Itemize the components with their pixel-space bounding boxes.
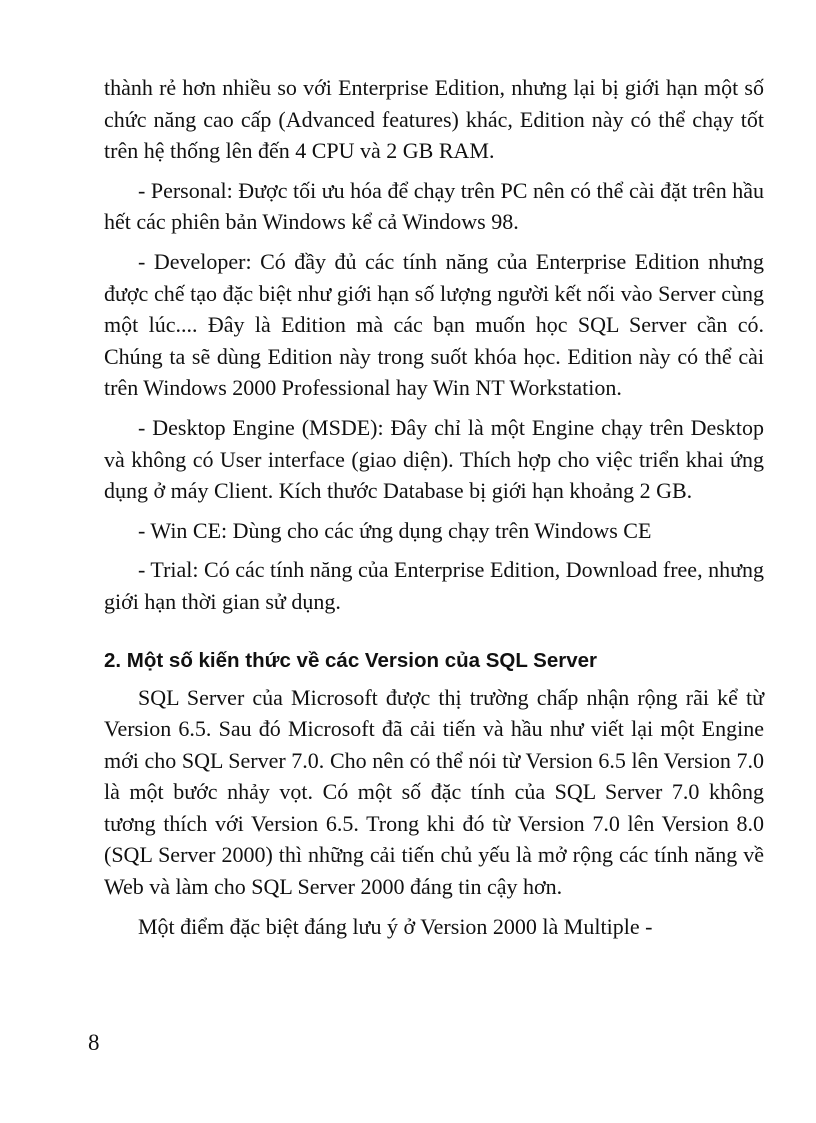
paragraph-version-history: SQL Server của Microsoft được thị trường chấp nhận rộng rãi kể từ Version 6.5. Sau đó Microsoft đã cải tiến và hầu như viết lại một Engine mới cho SQL Server 7.0. Cho nên có thể nói từ Version 6.5 lên Version 7.0 là một bước nhảy vọt. Có một số đặc tính của SQL Server 7.0 không tương thích với Version 6.5. Trong khi đó từ Version 7.0 lên Version 8.0 (SQL Server 2000) thì những cải tiến chủ yếu là mở rộng các tính năng về Web và làm cho SQL Server 2000 đáng tin cậy hơn. (104, 684, 764, 900)
paragraph-win-ce: - Win CE: Dùng cho các ứng dụng chạy trên Windows CE (138, 517, 652, 543)
paragraph-version-2000-note: Một điểm đặc biệt đáng lưu ý ở Version 2000 là Multiple - (138, 913, 653, 939)
paragraph-developer-edition: - Developer: Có đầy đủ các tính năng của Enterprise Edition nhưng được chế tạo đặc biệt như giới hạn số lượng người kết nối vào Server cùng một lúc.... Đây là Edition mà các bạn muốn học SQL Server cần có. Chúng ta sẽ dùng Edition này trong suốt khóa học. Edition này có thể cài trên Windows 2000 Professional hay Win NT Workstation. (104, 248, 764, 401)
page-body (104, 72, 764, 950)
paragraph-trial: - Trial: Có các tính năng của Enterprise Edition, Download free, nhưng giới hạn thời gian sử dụng. (104, 557, 764, 614)
paragraph-personal-edition: - Personal: Được tối ưu hóa để chạy trên PC nên có thể cài đặt trên hầu hết các phiên bản Windows kể cả Windows 98. (104, 177, 764, 235)
paragraph-desktop-engine: - Desktop Engine (MSDE): Đây chỉ là một Engine chạy trên Desktop và không có User interface (giao diện). Thích hợp cho việc triển khai ứng dụng ở máy Client. Kích thước Database bị giới hạn khoảng 2 GB. (104, 414, 764, 504)
paragraph-continuation: thành rẻ hơn nhiều so với Enterprise Edition, nhưng lại bị giới hạn một số chức năng cao cấp (Advanced features) khác, Edition này có thể chạy tốt trên hệ thống lên đến 4 CPU và 2 GB RAM. (104, 75, 764, 164)
page-number: 8 (88, 1030, 100, 1055)
section-heading: 2. Một số kiến thức về các Version của SQL Server (104, 648, 598, 672)
